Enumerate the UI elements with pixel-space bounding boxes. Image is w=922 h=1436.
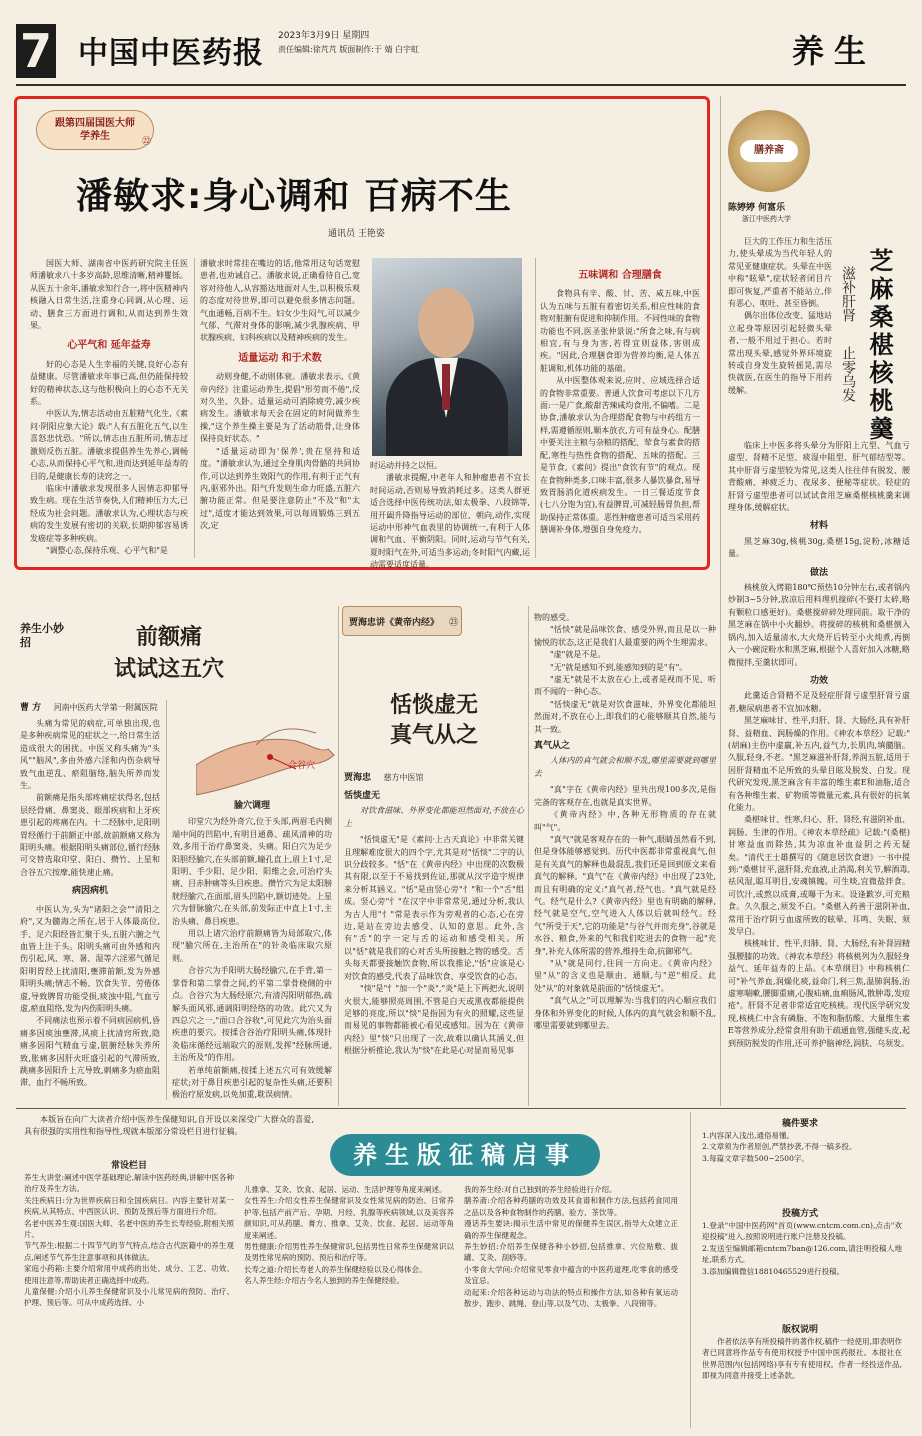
solicit-rule — [16, 1108, 906, 1109]
feature-col3 — [370, 460, 530, 572]
acupoint-paragraph: 用以上诸穴治疗前额痛皆为局部取穴,体现"腧穴所在,主治所在"的针灸临床取穴原则。 — [172, 929, 332, 963]
column-divider — [720, 96, 721, 1106]
neijing-paragraph: "从"就是同行,往同一方向走。《黄帝内经》里"从"的含义也是顺由、通顺,与"逆"相反。此处"从"的对象就是前面的"恬惔虚无"。 — [534, 958, 716, 993]
solicit-banner: 养生版征稿启事 — [330, 1134, 600, 1176]
acupoint-title-2: 试试这五穴 — [114, 657, 225, 682]
sidebar-paragraph: 偶尔出体位改变、猛地站立起身等原因引起轻微头晕者,一般不用过于担心。若时常出现头晕,感觉外界环境旋转或自身发生旋转摇晃,需尽快就医,在医生的指导下用药缓解。 — [728, 311, 832, 395]
section-name: 养生 — [792, 32, 877, 70]
solicit-heading-submit: 投稿方式 — [781, 1209, 818, 1219]
portrait-photo — [372, 258, 522, 456]
feature-paragraph: 中医认为,情志活动由五脏精气化生,《素问·阴阳应象大论》载:"人有五脏化五气,以生喜怒悲忧恐。"所以,情志由五脏所司,情志过激则反伤五脏。潘敏求提倡养生先养心,调畅心志,从而保持心平气和,进而达到延年益寿的目的,是健康长寿的诀窍之一。 — [30, 409, 188, 481]
neijing-paragraph: "真气从之"可以理解为:当我们的内心顺应我们身体和外界变化的时候,人体内的真气就会和顺不乱,哪里需要就到哪里去。 — [534, 996, 716, 1030]
author-org: 慈方中医馆 — [383, 773, 424, 782]
column-divider — [535, 258, 536, 558]
neijing-paragraph: "虚无"就是不太放在心上,或者是视而不见、听而不闻的一种心态。 — [534, 675, 716, 697]
solicit-heading-writing: 稿件要求 — [781, 1119, 818, 1129]
neijing-paragraph: "惔"是"忄"加一个"炎","炎"是上下两把火,说明火很大,能够照亮周围,不管是白天或黑夜都能提供足够的亮度,所以"惔"是指因为有火的照耀,这些显而易见的事物都能被心看见或感知。因为在《黄帝内经》里"惔"只出现了一次,故难以确认其涵义,但根据分析推论,我认为"惔"在此是心对显而易见事 — [344, 984, 524, 1056]
neijing-paragraph: "恬惔虚无"是《素问·上古天真论》中非常关键且理解难度很大的四个字,尤其是对"恬惔"二字的认识分歧较多。"恬"在《黄帝内经》中出现的次数极其有限,以至于不易找到佐证,那就从汉字造字规律来分析其涵义。"恬"是由竖心旁"忄"和一个"舌"组成。竖心旁"忄"在汉字中非常常见,通过分析,我认为古人用"忄"常是表示作为旁观者的心态,心在旁边,是站在旁边去感受、认知的意思。此外,含有"舌"的字一定与舌的运动和感受相关。所以"恬"就是我们的心对舌头所接触之物的感受。舌头每天都要接触饮食物,所以我推论,"恬"应该是心对饮食的感受,代表了品味饮食、享受饮食的心态。 — [344, 835, 524, 981]
neijing-series-number: ㉓ — [449, 618, 459, 628]
neijing-column-tag — [342, 606, 462, 636]
feature-heading-2: 适量运动 和于术数 — [238, 352, 322, 364]
sidebar-subtitle-1: 滋补肝肾 — [840, 266, 856, 322]
hand-illustration — [196, 705, 336, 797]
solicit-intro: 本版旨在向广大读者介绍中医养生保健知识,自开设以来深受广大群众的喜爱,具有很强的实用性和指导性,现就本版部分常设栏目进行征稿。 — [24, 1115, 314, 1137]
column-divider — [338, 606, 339, 1106]
author-org: 河南中医药大学第一附属医院 — [53, 703, 158, 712]
column-divider — [690, 1112, 691, 1428]
feature-paragraph: "适量运动即为'保养',贵在坚持和适度。"潘敏求认为,通过全身肌肉骨骼的共同协作,可以达到养生效阳气的作用,有利于正气有内,驱邪外出。阳气升发则生命力旺盛,五脏六腑功能正常。但是要注意防止"不及"和"太过",适度才能达到效果,可以每周锻炼三到五次,定 — [200, 446, 360, 531]
author-name: 贾海忠 — [344, 773, 372, 783]
neijing-author — [344, 770, 424, 783]
feature-byline: 通讯员 王艳姿 — [328, 229, 385, 239]
acupoint-paragraph: 合谷穴为手阳明大肠经腧穴,在手背,第一掌骨和第二掌骨之间,约平第二掌骨桡侧的中点。合谷穴为大肠经原穴,有清泻阳明郁热,疏解头面风邪,通调阳明经络的功效。此穴又为四总穴之一,"面口合谷收",可见此穴为治头面疾患的要穴。按揉合谷治疗阳明头痛,体现针灸临床循经远端取穴的原则,发挥"经脉所通,主治所及"的作用。 — [172, 966, 332, 1063]
neijing-heading-1: 恬惔虚无 — [344, 791, 381, 801]
feature-paragraph: 潘敏求时常挂在嘴边的话,他常用这句话宽慰患者,也劝诫自己。潘敏求说,正确看待自己,宽容对待他人,从容豁达地面对人生,以积极乐观的态度对待世界,即可以避免很多情志问题。气血通畅,百病不生。妇女少生闷气,可以减少气郁、气滞对身体的影响,减少乳腺疾病、甲状腺疾病、妇科疾病以及精神疾病的发生。 — [200, 259, 360, 343]
feature-paragraph: 动则身健,不动则体衰。潘敏求表示,《黄帝内经》注重运动养生,提倡"形劳而不倦",反对久坐、久卧。适量运动可消除疲劳,减少疾病发生。潘敏求每天会在固定的时间做养生操,"这个养生操主要是为了活动筋骨,让身体保持良好状态。" — [200, 372, 360, 444]
feature-col4 — [540, 270, 700, 537]
acupoint-author — [20, 700, 158, 713]
neijing-quote-1: 对饮食滋味、外界变化都能坦然面对,不放在心上 — [344, 806, 524, 828]
acupoint-paragraph: 若单纯前额痛,按揉上述五穴可有效缓解症状;对于鼻目疾患引起的复杂性头痛,还要积极治疗原发病,以免加重,耽误病情。 — [172, 1065, 332, 1100]
sidebar-heading-method: 做法 — [809, 567, 828, 578]
acupoint-sub-1: 病因病机 — [71, 886, 108, 897]
sidebar-paragraph: 临床上中医多将头晕分为肝阳上亢型、气血亏虚型、肾精不足型、痰湿中阻型、肝气郁结型等。其中肝肾亏虚型较为常见,这类人往往伴有脱发、腰背酸痛、神疲乏力、夜尿多、便秘等症状。轻症的肝肾亏虚型患者可以试试食用芝麻桑椹核桃羹来调理身体,缓解症状。 — [728, 441, 910, 513]
acupoint-title-1: 前额痛 — [136, 625, 203, 650]
author-name: 曹 方 — [20, 703, 42, 713]
acupoint-paragraph: 中医认为,头为"诸阳之会""清阳之府",又为髓海之所在,居于人体最高位,手、足六阳经皆汇聚于头,五脏六腑之气血皆上注于头。阳明头痛可由外感和内伤引起,风、寒、暑、湿等六淫邪气循足阳明胃经上扰清阳,壅滞前额,发为外感阳明头痛;情志不畅、饮食失节、劳倦体虚,导致脾胃功能受损,痰浊中阻,气血亏虚,瘀血阻络,发为内伤阳明头痛。 — [20, 904, 160, 1013]
solicit-columns-mid2: 我的养生经:对自己独到的养生经验进行介绍。 膳养斋:介绍各种药膳的功效及其食谱和制作方法,包括药食同用之品以及各种食物制作的药膳、验方、茶饮等。 漫话养生要诀:揭示生活中常见的保健养生误区,指导大众建立正确的养生保健观念。 养生妙招:介绍养生保健各种小妙招,包括推拿、穴位贴敷、拔罐、艾灸、刮痧等。 小零食大学问:介绍常见零食中蕴含的中医药道理,吃零食的感受及宜忌。 动起来:介绍各种运动与功法的特点和操作方法,如各种有氧运动散步、跑步、跳绳、登山等,以及气功、太极拳、八段锦等。 — [464, 1185, 678, 1309]
column-divider — [194, 258, 195, 558]
feature-heading-3: 五味调和 合理膳食 — [578, 270, 662, 281]
neijing-tag-text: 贾海忠讲《黄帝内经》 — [349, 618, 440, 628]
issue-editors: 责任编辑:徐芃芃 版面制作:于 婧 白宇虹 — [278, 45, 420, 54]
acupoint-paragraph: 前额痛是指头部疼痛症状得名,包括层经骨痛、鼻窦炎、眼部疾病和上牙疾患引起的疼痛在内。十二经脉中,足阳明胃经循行于前额正中部,故前额痛又称为阳明头痛。根据阳明头痛部位,循行经脉可交替选取印堂、阳白、攒竹、上星和合谷五穴按摩,能快速止痛。 — [20, 793, 160, 877]
sidebar-paragraph: 核桃味甘、性平,归肺、肾、大肠经,有补肾固精强腰膝的功效。《神农本草经》将核桃列为久服轻身益气、延年益寿的上品。《本草纲目》中称核桃仁可"补气养血,润燥化痰,益命门,利三焦,温肺润肠,治虚寒喘嗽,腰脚重痛,心腹疝痛,血痢肠风,散肿毒,发痘疮"。肝肾不足者非常适宜吃核桃。现代医学研究发现,核桃仁中含有磷脂、不饱和脂肪酸、大量维生素E等营养成分,经常食用有助于疏通血管,强健头皮,起到预防脱发的作用,还可养护脑神经,润肤、乌须发。 — [728, 939, 910, 1048]
feature-paragraph: "调整心态,保持乐观、心平气和"是 — [46, 545, 168, 555]
issue-date: 2023年3月9日 星期四 — [278, 31, 370, 41]
sidebar-paragraph: 此羹适合肾精不足及轻症肝肾亏虚型肝肾亏虚者,糖尿病患者不宜加冰糖。 — [728, 691, 910, 713]
sidebar-method: 核桃放入烤箱180℃预热10分钟左右,或者锅内炒制3~5分钟,放凉后用料理机搅碎(不要打太碎,略有颗粒口感更好)。桑椹搅碎碎处理同前。取干净的黑芝麻在锅中小火翻炒。将搅碎的核桃和桑椹倒入锅内,加入适量清水,大火烧开后转至小火炖煮,再倒入一小碗淀粉水和黑芝麻,根据个人喜好加入冰糖,略微搅拌,至羹状即可。 — [728, 583, 910, 667]
solicit-columns-left: 养生大讲堂:阐述中医学基础理论,解读中医药经典,讲解中医各种治疗及养生方法。 关注疾病日:分为世界疾病日和全国疾病日。内容主要针对某一疾病,从其特点、中西医认识、预防及预后等方面进行介绍。 名老中医养生观:国医大师、名老中医的养生长寿经验,附相关照片。 节气养生:根据二十四节气的节气特点,结合古代医籍中的养生观点,阐述节气养生注意事项和具体做法。 家庭小药箱:主要介绍常用中成药的出处、成分、工艺、功效、使用注意等,帮助读者正确选择中成药。 儿童保健:介绍小儿养生保健常识及小儿常见病的预防、治疗、护理、预后等。可从中成药选择、小 — [24, 1173, 234, 1308]
solicit-writing: 1.内容深入浅出,通俗易懂。 2.文章须为作者原创,严禁抄袭,不得一稿多投。 3.每篇文章字数500~2500字。 — [702, 1131, 857, 1163]
acupoint-sub-2: 腧穴调理 — [233, 801, 270, 811]
neijing-heading-2: 真气从之 — [534, 741, 571, 752]
feature-col1 — [30, 258, 188, 557]
neijing-paragraph: 物的感受。 — [534, 613, 574, 622]
column-divider — [166, 700, 167, 1100]
feature-paragraph: 潘敏求提醒,中老年人和肿瘤患者不宜长时间运动,否则易导致消耗过多。这类人群更适合选择中医传统功法,如太极拳、八段锦等,用开阖升降指导运动的部位、朝向,动作,实现运动中形神气血表里的协调统一,有利于人体调和气血、平衡阴阳。同时,运动与节气有关,夏时阳气在外,可适当多运动;冬时阳气内藏,运动需要适度适量。 — [370, 473, 530, 570]
masthead-rule — [16, 84, 906, 86]
acupoint-col2 — [172, 800, 332, 1102]
series-tag — [36, 110, 154, 150]
acupoint-paragraph: 不同痛法也预示着不同病因病机,昏痛多因痰浊壅滞,风痰上扰清窍所致,隐痛多因阳气精血亏虚,脏腑经脉失养所致,胀痛多因肝火旺盛引起的气滞所致,跳痛多因阳升上亢导致,刺痛多为瘀血阻滞、血行不畅所致。 — [20, 1016, 160, 1088]
solicit-submit: 1.登录"中国中医药网"首页(www.cntcm.com.cn),点击"欢迎投稿"进入,按照说明进行账户注册及投稿。 2.发送至编辑邮箱cntcm7ban@126.com,请注明投稿人地址,联系方式。 3.添加编辑微信18810465529进行投稿。 — [702, 1221, 902, 1276]
sidebar-heading-materials: 材料 — [809, 521, 828, 532]
sidebar-body — [728, 440, 910, 1050]
feature-paragraph: 好的心态是人生幸福的关键,良好心态有益健康。尽管潘敏求年事已高,但仍能保持较好的精神状态,这与他积极向上的心态不无关系。 — [30, 359, 188, 407]
feature-paragraph: 食物具有辛、酸、甘、苦、咸五味,中医认为五味与五脏有着密切关系,相应性味的食物对脏腑有促进和抑制作用。不同性味的食物功能也不同,医圣张仲景说:"所食之味,有与病相宜,有与身为害,若得宜则益体,害则成疾。"因此,合理膳食即为营养均衡,是人体五脏调和,机体功能的基础。 — [540, 289, 700, 373]
neijing-paragraph: "恬惔虚无"就是对饮食滋味、外界变化都能坦然面对,不放在心上,即我们的心能够顺其自然,能与其一致。 — [534, 699, 716, 734]
sidebar-subtitle-2: 止零乌发 — [840, 346, 856, 402]
sidebar-materials: 黑芝麻30g,核桃30g,桑椹15g,淀粉,冰糖适量。 — [728, 536, 910, 559]
sidebar-author — [728, 200, 785, 213]
neijing-quote-2: 人体内的真气就会和顺不乱,哪里需要就到哪里去 — [534, 756, 716, 778]
feature-intro: 国医大师、湖南省中医药研究院主任医师潘敏求八十多岁高龄,思维清晰,精神矍铄。从医五十余年,潘敏求知行合一,将中医精神内核融入日常生活,注重身心同调,从心理、运动、膳食三方面进行调和,从而达到养生效果。 — [30, 259, 188, 331]
page-number: 7 — [16, 24, 56, 78]
acupoint-paragraph: 印堂穴为经外奇穴,位于头部,两眉毛内侧端中间的凹陷中,有明目通鼻、疏风清神的功效,多用于治疗鼻窦炎、头痛。阳白穴为足少阳胆经腧穴,在头部前额,瞳孔直上,眉上1寸,足阳明、手少阳、足少阳、阳维之会,可治疗头痛、目赤肿痛等头目疾患。攒竹穴为足太阳膀胱经腧穴,在面部,眉头凹陷中,额切迹处。上星穴为督脉腧穴,在头部,前发际正中直上1寸,主治头痛、鼻目疾患。 — [172, 817, 332, 926]
feature-paragraph: 时运动并持之以恒。 — [370, 461, 442, 470]
solicit-columns-mid: 儿推拿、艾灸、饮食、起居、运动、生活护理等角度来阐述。 女性养生:介绍女性养生保健常识及女性常见病的防治、日常养护等,包括产前产后、孕期、月经、乳腺等疾病领域,以及美容养颜知识,可从药膳、膏方、推拿、艾灸、饮食、起居、运动等角度来阐述。 男性健康:介绍男性养生保健常识,包括男性日常养生保健常识以及男性常见病的预防、预后和治疗等。 长寿之道:介绍长寿老人的养生保健经验以及心得体会。 名人养生经:介绍古今名人独到的养生保健经验。 — [244, 1185, 454, 1286]
neijing-paragraph: 《黄帝内经》中,各种无形物质的存在就叫"气"。 — [534, 810, 716, 832]
neijing-title-1: 恬惔虚无 — [390, 693, 479, 718]
series-tag-text: 跟第四届国医大师学养生 — [55, 118, 135, 142]
neijing-col1 — [344, 790, 524, 1058]
feature-heading-1: 心平气和 延年益寿 — [67, 340, 151, 352]
acupoint-col1 — [20, 718, 160, 1090]
sidebar-author-org: 浙江中医药大学 — [742, 215, 791, 223]
neijing-paragraph: "真气"就是客观存在的一种气,眼睛虽然看不到,但是身体能够感觉到。历代中医都非常重视真气,但是有关真气的解释也最混乱,我们还是回到原文来看真气的解释。"真气"在《黄帝内经》中出现了23处,而且有明确的定义:"真气者,经气也。"真气就是经气。经气是什么?《黄帝内经》里也有明确的解释,经气就是空气,空气进入人体以后就叫经气。经气"所受于天",它的功能是"与谷气并而充身",谷就是水谷、粮食,外来的气和我们吃进去的食物一起"充身",补充人体所需的营养,维持生命,抗御邪气。 — [534, 834, 716, 956]
newspaper-name: 中国中医药报 — [78, 36, 264, 71]
point-label: 合谷穴 — [288, 761, 316, 771]
sidebar-paragraph: 桑椹味甘、性寒,归心、肝、肾经,有滋阴补血、润肠、生津的作用。《神农本草经疏》记载:"(桑椹)甘寒益血而除热,其为凉血补血益阴之药无疑矣。"清代王士雄撰写的《随息居饮食谱》一书中提到:"桑椹甘平,滋肝肾,充血液,止消渴,利关节,解酒毒,祛风湿,聪耳明目,安魂镇魄。可生啖,宜微盐拌食。可饮汁,或熬以成膏,或曝干为末。设逢歉岁,可充粮食。久久服之,须发不白。"桑椹入药善于滋阴补血,常用于治疗阴亏血虚所致的眩晕、耳鸣、失眠、须发早白。 — [728, 815, 910, 937]
neijing-title-2: 真气从之 — [390, 723, 479, 748]
series-number: ㉒ — [142, 137, 152, 147]
solicit-heading-columns: 常设栏目 — [110, 1161, 147, 1171]
neijing-paragraph: "无"就是感知不到,能感知到的是"有"。 — [550, 662, 688, 672]
solicit-copyright: 作者依法享有所投稿件的著作权,稿件一经使用,即表明作者已同意将作品专有使用权授予中国中医药报社。本报社在世界范围内(包括网络)享有专有使用权。作者一经投送作品,即视为同意并接受上述条款。 — [702, 1337, 902, 1381]
sidebar-heading-effect: 功效 — [809, 675, 828, 686]
column-divider — [528, 606, 529, 1106]
sidebar-paragraph: 黑芝麻味甘、性平,归肝、肾、大肠经,具有补肝肾、益精血、润肠燥的作用。《神农本草经》记载:"(胡麻)主伤中虚羸,补五内,益气力,长肌肉,填髓脑。久服,轻身,不老。"黑芝麻滋补肝肾,养润五脏,适用于因肝肾精血不足所致的头晕目眩及脱发、白发。现代研究发现,黑芝麻含有丰富的维生素E和油脂,适合有各种维生素、矿物质等微量元素,具有很好的抗氧化能力。 — [728, 716, 910, 812]
neijing-paragraph: "虚"就是不是。 — [550, 650, 606, 660]
neijing-col2 — [534, 612, 716, 1032]
sidebar-author-name: 陈婷婷 何富乐 — [728, 203, 786, 213]
acupoint-column-tag: 养生小妙招 — [20, 622, 64, 649]
sidebar-title: 芝麻桑椹核桃羹 — [865, 248, 894, 444]
sidebar-paragraph: 巨大的工作压力和生活压力,使头晕成为当代年轻人的常见亚健康症状。头晕在中医中称"眩晕",症状轻者闭目片即可恢复,严重者不能站立,伴有恶心、呕吐、甚至昏倒。 — [728, 237, 832, 309]
feature-title: 潘敏求:身心调和 百病不生 — [76, 176, 512, 217]
sidebar-badge — [728, 110, 810, 192]
feature-paragraph: 临床中潘敏求发现很多人因情志抑郁导致生病。现在生活节奏快,人们精神压力大,已经成为社会问题。潘敏求认为,心理状态与疾病的发生发展有密切的关联,长期抑郁容易诱发癌症等多种疾病。 — [30, 483, 188, 543]
neijing-paragraph: "真"字在《黄帝内经》里共出现100多次,是指完备的客观存在,也就是真实世界。 — [534, 785, 716, 807]
sidebar-badge-text: 膳养斋 — [740, 140, 798, 162]
acupoint-paragraph: 头痛为常见的病症,可单独出现,也是多种疾病常见的症状之一,给日常生活造成很大的困扰。中医又称头痛为"头风""脑风",多由外感六淫和内伤杂病导致气血逆乱、瘀阻脑络,脑失所养而发生。 — [20, 719, 160, 791]
solicit-heading-copyright: 版权说明 — [781, 1325, 818, 1335]
feature-paragraph: 从中医整体观来说,应时、应域选择合适的食物非常重要。普通人饮食可考虑以下几方面:一是广食,酸甜苦辣咸均食用,不偏嗜。二是协食,潘敏求认为合理搭配食物与中药组方一样,需遵循原则,顺本放衣,方可有益身心。配膳中要关注主粮与杂粮的搭配、荤食与素食的搭配,寒性与热性食物的搭配、五味的搭配。三是节食,《素问》提出"食饮有节"的观点。现在食物种类多,口味丰富,很多人暴饮暴食,易导致胃肠消化道疾病发生。一日三餐适度节食(七八分饱为宜),有益脾胃,可减轻肠胃负担,帮助保持正常体重。恶性肿瘤患者可适当采用药膳调补身体,增强自身免疫力。 — [540, 376, 700, 535]
neijing-paragraph: "恬惔"就是品味饮食、感受外界,而且是以一种愉悦的状态,这正是我们人最重要的两个生理需求。 — [534, 625, 716, 647]
feature-col2 — [200, 258, 360, 533]
sidebar-intro — [728, 236, 832, 397]
